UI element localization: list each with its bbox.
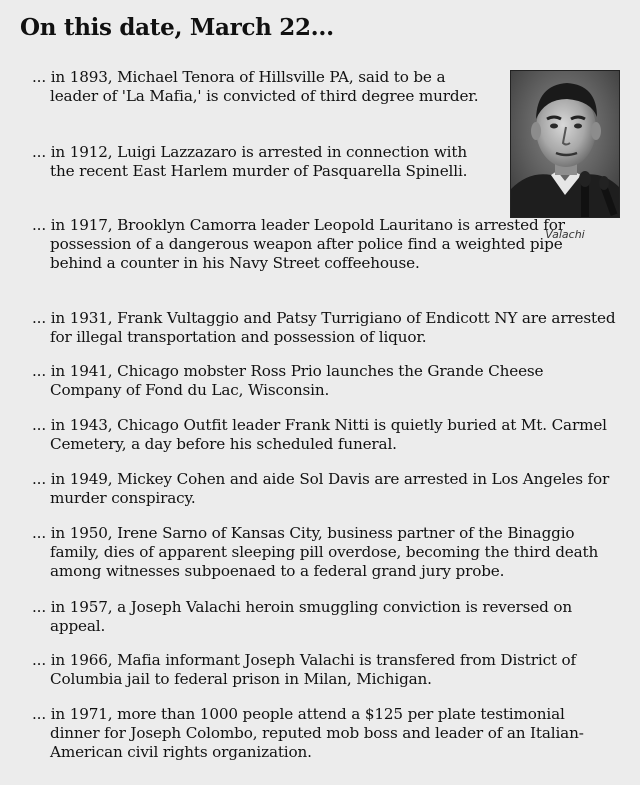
portrait-photo-icon [511,71,619,217]
list-item: ... in 1893, Michael Tenora of Hillsville PA, said to be a leader of 'La Mafia,' is convicted of third degree murder. [32,68,479,105]
valachi-photo [510,70,620,218]
list-item: ... in 1912, Luigi Lazzazaro is arrested in connection with the recent East Harlem murder of Pasquarella Spinelli. [32,143,468,180]
list-item: ... in 1950, Irene Sarno of Kansas City, business partner of the Binaggio family, dies of apparent sleeping pill overdose, becoming the third death among witnesses subpoenaed to a federal grand jury probe. [32,524,599,580]
list-item: ... in 1941, Chicago mobster Ross Prio launches the Grande Cheese Company of Fond du Lac, Wisconsin. [32,362,544,399]
list-item [32,216,617,273]
photo-caption: Valachi [545,228,585,241]
list-item: ... in 1943, Chicago Outfit leader Frank Nitti is quietly buried at Mt. Carmel Cemetery, a day before his scheduled funeral. [32,416,607,453]
page-title: On this date, March 22... [20,14,334,41]
list-item: ... in 1966, Mafia informant Joseph Valachi is transfered from District of Columbia jail to federal prison in Milan, Michigan. [32,651,577,688]
entry-text: ... in 1917, Brooklyn Camorra leader Leopold Lauritano is arrested for possession of a dangerous weapon after police find a weighted pipe behind a counter in his Navy Street coffeehouse. [32,216,565,272]
list-item: ... in 1931, Frank Vultaggio and Patsy Turrigiano of Endicott NY are arrested for illegal transportation and possession of liquor. [32,309,616,346]
list-item: ... in 1957, a Joseph Valachi heroin smuggling conviction is reversed on appeal. [32,598,573,635]
list-item: ... in 1971, more than 1000 people attend a $125 per plate testimonial dinner for Joseph Colombo, reputed mob boss and leader of an Italian-American civil rights organization. [32,705,584,761]
list-item: ... in 1949, Mickey Cohen and aide Sol Davis are arrested in Los Angeles for murder conspiracy. [32,470,610,507]
